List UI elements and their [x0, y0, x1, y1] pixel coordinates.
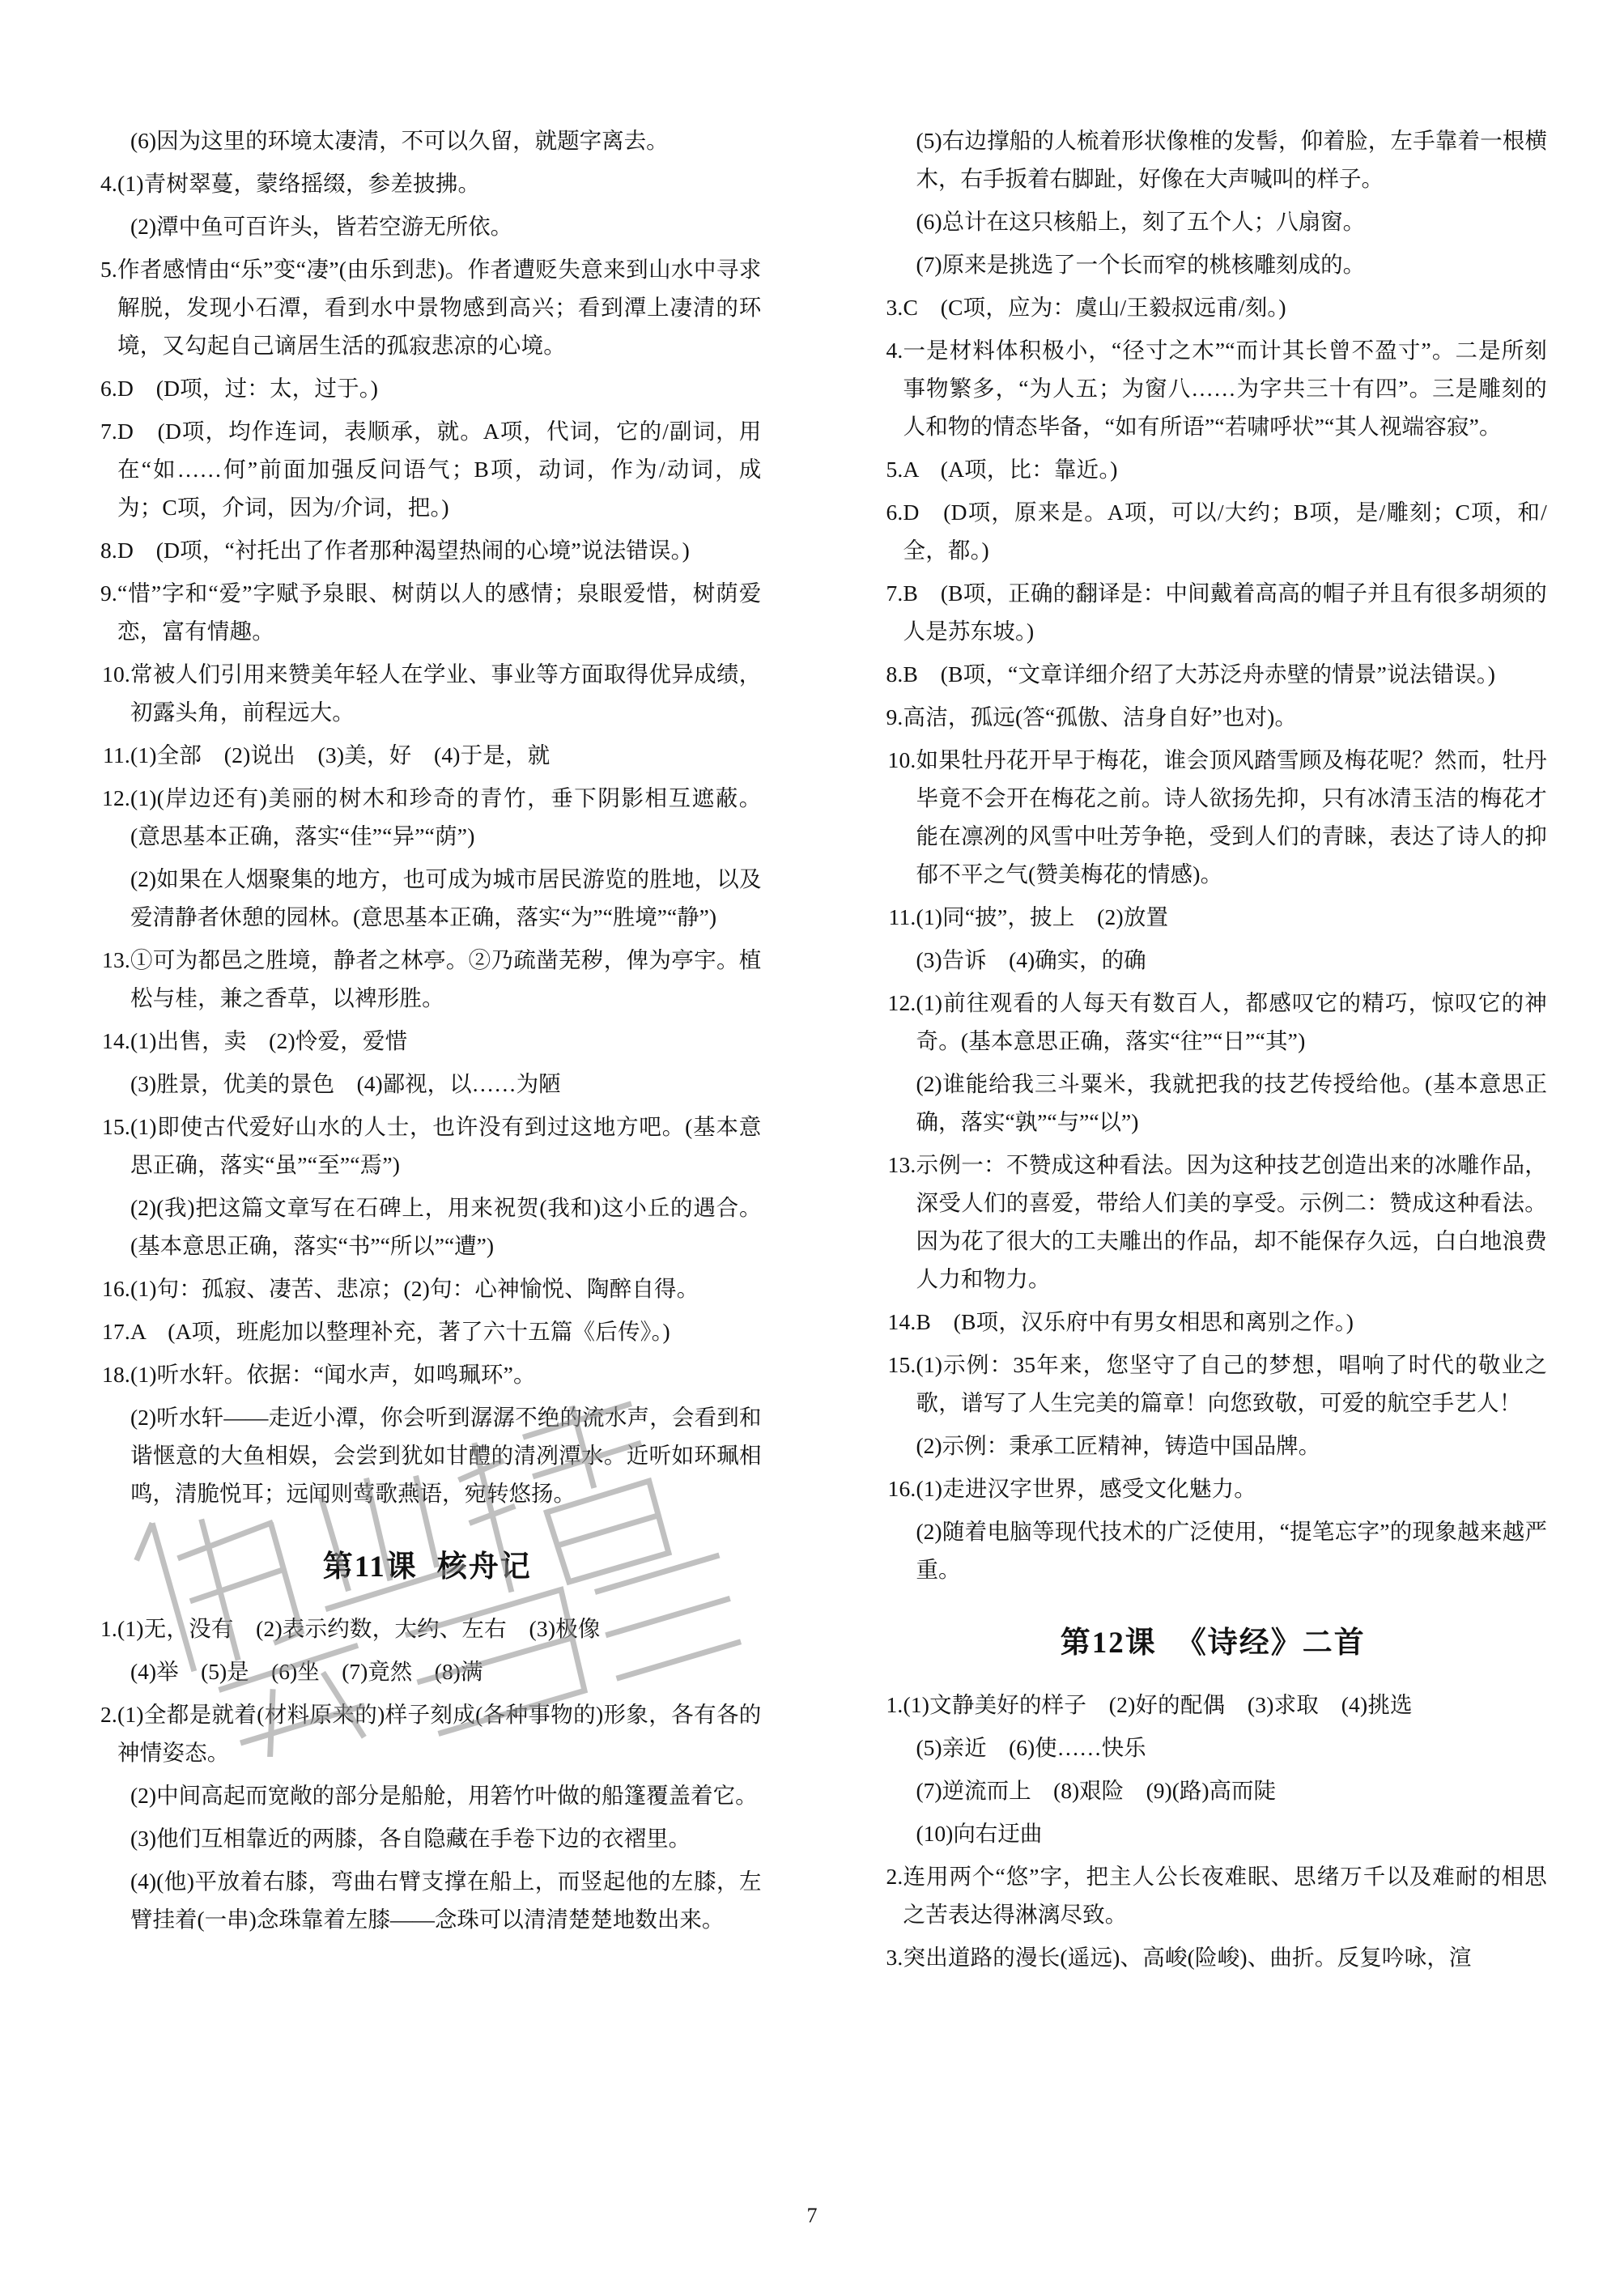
answer-subitem-text: (4)举 (5)是 (6)坐 (7)竟然 (8)满 — [130, 1659, 483, 1684]
answer-subitem-text: (3)告诉 (4)确实，的确 — [916, 947, 1146, 972]
answer-item-text: A (A项，比：靠近。) — [903, 457, 1118, 482]
answer-subitem-text: (7)逆流而上 (8)艰险 (9)(路)高而陡 — [916, 1778, 1277, 1803]
answer-item-text: (1)无，没有 (2)表示约数，大约、左右 (3)极像 — [117, 1616, 601, 1641]
answer-item — [93, 1355, 762, 1393]
answer-item-number: 4. — [886, 338, 903, 363]
answer-item-text: D (D项，原来是。A项，可以/大约；B项，是/雕刻；C项，和/全，都。) — [903, 500, 1547, 563]
answer-item — [93, 1695, 762, 1771]
answer-item — [879, 741, 1548, 893]
answer-item-text: B (B项，正确的翻译是：中间戴着高高的帽子并且有很多胡须的人是苏东坡。) — [903, 580, 1547, 644]
answer-item — [93, 941, 762, 1017]
lesson-heading-title: 核舟记 — [436, 1550, 532, 1584]
answer-subitem-text: (2)示例：秉承工匠精神，铸造中国品牌。 — [916, 1433, 1321, 1458]
answer-item — [879, 655, 1548, 693]
answer-item-number: 14. — [102, 1028, 130, 1053]
answer-item-text: 突出道路的漫长(遥远)、高峻(险峻)、曲折。反复吟咏，渲 — [903, 1945, 1472, 1970]
answer-subitem-text: (2)谁能给我三斗粟米，我就把我的技艺传授给他。(基本意思正确，落实“孰”“与”“以”) — [916, 1071, 1547, 1134]
answer-item — [93, 574, 762, 650]
answer-item-number: 6. — [886, 500, 903, 525]
answer-item — [879, 1686, 1548, 1724]
answer-item — [93, 779, 762, 855]
answer-item — [879, 331, 1548, 445]
answer-item-number: 16. — [887, 1476, 916, 1501]
answer-item-number: 15. — [887, 1352, 916, 1377]
answer-subitem-text: (7)原来是挑选了一个长而窄的桃核雕刻成的。 — [916, 252, 1366, 277]
answer-item — [93, 655, 762, 731]
lesson-heading — [879, 1618, 1548, 1661]
answer-item-text: D (D项，“衬托出了作者那种渴望热闹的心境”说法错误。) — [117, 538, 690, 563]
answer-item-text: 连用两个“悠”字，把主人公长夜难眠、思绪万千以及难耐的相思之苦表达得淋漓尽致。 — [903, 1864, 1547, 1927]
answer-item-text: (1)全都是就着(材料原来的)样子刻成(各种事物的)形象，各有各的神情姿态。 — [117, 1702, 762, 1765]
answer-item — [879, 1469, 1548, 1507]
answer-item-text: (1)走进汉字世界，感受文化魅力。 — [916, 1476, 1256, 1501]
answer-item — [93, 1610, 762, 1648]
answer-subitem-text: (6)总计在这只核船上，刻了五个人；八扇窗。 — [916, 209, 1366, 234]
answer-item — [93, 369, 762, 407]
answer-item-text: D (D项，均作连词，表顺承，就。A项，代词，它的/副词，用在“如……何”前面加强反问语气；B项，动词，作为/动词，成为；C项，介词，因为/介词，把。) — [117, 419, 762, 520]
left-column — [93, 121, 762, 2170]
answer-item-number: 8. — [886, 661, 903, 687]
answer-item — [879, 574, 1548, 650]
answer-item-number: 9. — [886, 704, 903, 729]
answer-item-number: 5. — [886, 457, 903, 482]
answer-item-text: (1)青树翠蔓，蒙络摇缀，参差披拂。 — [117, 171, 481, 196]
answer-item — [93, 1108, 762, 1184]
answer-item-text: 作者感情由“乐”变“凄”(由乐到悲)。作者遭贬失意来到山水中寻求解脱，发现小石潭，看到水中景物感到高兴；看到潭上凄清的环境，又勾起自己谪居生活的孤寂悲凉的心境。 — [117, 257, 762, 358]
answer-item-text: (1)示例：35年来，您坚守了自己的梦想，唱响了时代的敬业之歌，谱写了人生完美的篇章！向您致敬，可爱的航空手艺人！ — [916, 1352, 1547, 1415]
answer-subitem-text: (5)右边撑船的人梳着形状像椎的发髻，仰着脸，左手靠着一根横木，右手扳着右脚趾，好像在大声喊叫的样子。 — [916, 128, 1547, 191]
answer-subitem-text: (6)因为这里的环境太凄清，不可以久留，就题字离去。 — [130, 128, 669, 153]
answer-item-text: (1)(岸边还有)美丽的树木和珍奇的青竹，垂下阴影相互遮蔽。(意思基本正确，落实“佳”“异”“荫”) — [130, 785, 762, 848]
answer-item-number: 13. — [102, 947, 130, 972]
right-column — [879, 121, 1548, 2170]
answer-item-text: (1)句：孤寂、凄苦、悲凉；(2)句：心神愉悦、陶醉自得。 — [130, 1276, 699, 1301]
lesson-heading — [93, 1541, 762, 1585]
answer-item — [93, 250, 762, 364]
answer-item-text: B (B项，“文章详细介绍了大苏泛舟赤壁的情景”说法错误。) — [903, 661, 1496, 687]
answer-subitem-text: (2)如果在人烟聚集的地方，也可成为城市居民游览的胜地，以及爱清静者休憩的园林。(意思基本正确，落实“为”“胜境”“静”) — [130, 866, 762, 929]
answer-item — [93, 412, 762, 526]
answer-item-number: 12. — [887, 990, 916, 1015]
answer-item — [879, 1146, 1548, 1298]
answer-item — [879, 288, 1548, 326]
answer-item-text: 示例一：不赞成这种看法。因为这种技艺创造出来的冰雕作品，深受人们的喜爱，带给人们美的享受。示例二：赞成这种看法。因为花了很大的工夫雕出的作品，却不能保存久远，白白地浪费人力和物力。 — [916, 1152, 1547, 1291]
answer-item — [93, 531, 762, 569]
answer-item — [879, 1938, 1548, 1976]
answer-item-number: 14. — [887, 1309, 916, 1334]
answer-item — [879, 1346, 1548, 1422]
answer-item-number: 17. — [102, 1319, 130, 1344]
answer-subitem-text: (2)(我)把这篇文章写在石碑上，用来祝贺(我和)这小丘的遇合。(基本意思正确，落实“书”“所以”“遭”) — [130, 1195, 762, 1258]
answer-item-number: 9. — [100, 580, 117, 606]
answer-item — [93, 1269, 762, 1308]
answer-item-number: 10. — [102, 661, 130, 687]
answer-item — [93, 164, 762, 202]
answer-item-number: 1. — [886, 1692, 903, 1717]
answer-item-number: 2. — [100, 1702, 117, 1727]
answer-item — [879, 1303, 1548, 1341]
page-number: 7 — [806, 2204, 818, 2227]
answer-item — [93, 736, 762, 774]
answer-item — [879, 1857, 1548, 1933]
answer-item-text: (1)前往观看的人每天有数百人，都感叹它的精巧，惊叹它的神奇。(基本意思正确，落实“往”“日”“其”) — [916, 990, 1547, 1053]
lesson-heading-title: 《诗经》二首 — [1175, 1627, 1366, 1660]
answer-item-number: 11. — [888, 904, 916, 929]
answer-item-text: A (A项，班彪加以整理补充，著了六十五篇《后传》。) — [130, 1319, 670, 1344]
answer-item — [93, 1312, 762, 1350]
answer-item-number: 3. — [886, 1945, 903, 1970]
answer-item-number: 11. — [103, 742, 130, 768]
answer-subitem-text: (5)亲近 (6)使……快乐 — [916, 1735, 1146, 1760]
answer-item-number: 6. — [100, 376, 117, 401]
answer-item-text: (1)出售，卖 (2)怜爱，爱惜 — [130, 1028, 408, 1053]
answer-item — [879, 450, 1548, 488]
answer-subitem-text: (4)(他)平放着右膝，弯曲右臂支撑在船上，而竖起他的左膝，左臂挂着(一串)念珠靠着左膝——念珠可以清清楚楚地数出来。 — [130, 1869, 762, 1932]
answer-item-number: 7. — [886, 580, 903, 606]
answer-item-number: 4. — [100, 171, 117, 196]
answer-item-text: 常被人们引用来赞美年轻人在学业、事业等方面取得优异成绩，初露头角，前程远大。 — [130, 661, 762, 725]
answer-item-number: 5. — [100, 257, 117, 282]
answer-item-number: 3. — [886, 295, 903, 320]
lesson-heading-number: 第12课 — [1060, 1627, 1157, 1660]
answer-item-text: D (D项，过：太，过于。) — [117, 376, 379, 401]
answer-subitem-text: (2)随着电脑等现代技术的广泛使用，“提笔忘字”的现象越来越严重。 — [916, 1519, 1547, 1582]
answer-item-text: (1)即使古代爱好山水的人士，也许没有到过这地方吧。(基本意思正确，落实“虽”“至”“焉”) — [130, 1114, 762, 1177]
answer-item-number: 18. — [102, 1362, 130, 1387]
answer-item — [93, 1022, 762, 1060]
answer-subitem-text: (10)向右迂曲 — [916, 1821, 1043, 1846]
answer-item — [879, 493, 1548, 569]
answer-item-number: 2. — [886, 1864, 903, 1889]
answer-item-number: 7. — [100, 419, 117, 444]
answer-subitem-text: (3)胜景，优美的景色 (4)鄙视，以……为陋 — [130, 1071, 561, 1096]
answer-item-text: B (B项，汉乐府中有男女相思和离别之作。) — [916, 1309, 1354, 1334]
answer-item-text: C (C项，应为：虞山/王毅叔远甫/刻。) — [903, 295, 1286, 320]
answer-item-number: 10. — [887, 747, 916, 772]
answer-item-number: 13. — [887, 1152, 916, 1177]
answer-item-text: (1)同“披”，披上 (2)放置 — [916, 904, 1169, 929]
answer-item — [879, 698, 1548, 736]
lesson-heading-number: 第11课 — [322, 1550, 418, 1584]
answer-item-text: (1)听水轩。依据：“闻水声，如鸣珮环”。 — [130, 1362, 536, 1387]
answer-subitem-text: (2)潭中鱼可百许头，皆若空游无所依。 — [130, 214, 513, 239]
answer-item-number: 8. — [100, 538, 117, 563]
answer-subitem-text: (2)中间高起而宽敞的部分是船舱，用箬竹叶做的船篷覆盖着它。 — [130, 1783, 758, 1808]
answer-item-number: 16. — [102, 1276, 130, 1301]
answer-item-number: 15. — [102, 1114, 130, 1139]
answer-item-text: “惜”字和“爱”字赋予泉眼、树荫以人的感情；泉眼爱惜，树荫爱恋，富有情趣。 — [117, 580, 762, 644]
answer-item-number: 1. — [100, 1616, 117, 1641]
answer-item-text: ①可为都邑之胜境，静者之林亭。②乃疏凿芜秽，俾为亭宇。植松与桂，兼之香草，以裨形胜。 — [130, 947, 762, 1010]
answer-item-text: (1)文静美好的样子 (2)好的配偶 (3)求取 (4)挑选 — [903, 1692, 1413, 1717]
answer-subitem-text: (2)听水轩——走近小潭，你会听到潺潺不绝的流水声，会看到和谐惬意的大鱼相娱，会尝到犹如甘醴的清冽潭水。近听如环珮相鸣，清脆悦耳；远闻则莺歌燕语，宛转悠扬。 — [130, 1405, 762, 1506]
answer-subitem-text: (3)他们互相靠近的两膝，各自隐藏在手卷下边的衣褶里。 — [130, 1826, 691, 1851]
answer-item-text: 如果牡丹花开早于梅花，谁会顶风踏雪顾及梅花呢？然而，牡丹毕竟不会开在梅花之前。诗人欲扬先抑，只有冰清玉洁的梅花才能在凛冽的风雪中吐芳争艳，受到人们的青睐，表达了诗人的抑郁不平之气(赞美梅花的情感)。 — [916, 747, 1547, 887]
answer-item-text: (1)全部 (2)说出 (3)美，好 (4)于是，就 — [130, 742, 551, 768]
answer-item — [879, 984, 1548, 1060]
answer-item-text: 高洁，孤远(答“孤傲、洁身自好”也对)。 — [903, 704, 1298, 729]
answer-item-text: 一是材料体积极小，“径寸之木”“而计其长曾不盈寸”。二是所刻事物繁多，“为人五；为窗八……为字共三十有四”。三是雕刻的人和物的情态毕备，“如有所语”“若啸呼状”“其人视端容寂”。 — [903, 338, 1547, 439]
answer-item-number: 12. — [102, 785, 130, 810]
answer-item — [879, 898, 1548, 936]
